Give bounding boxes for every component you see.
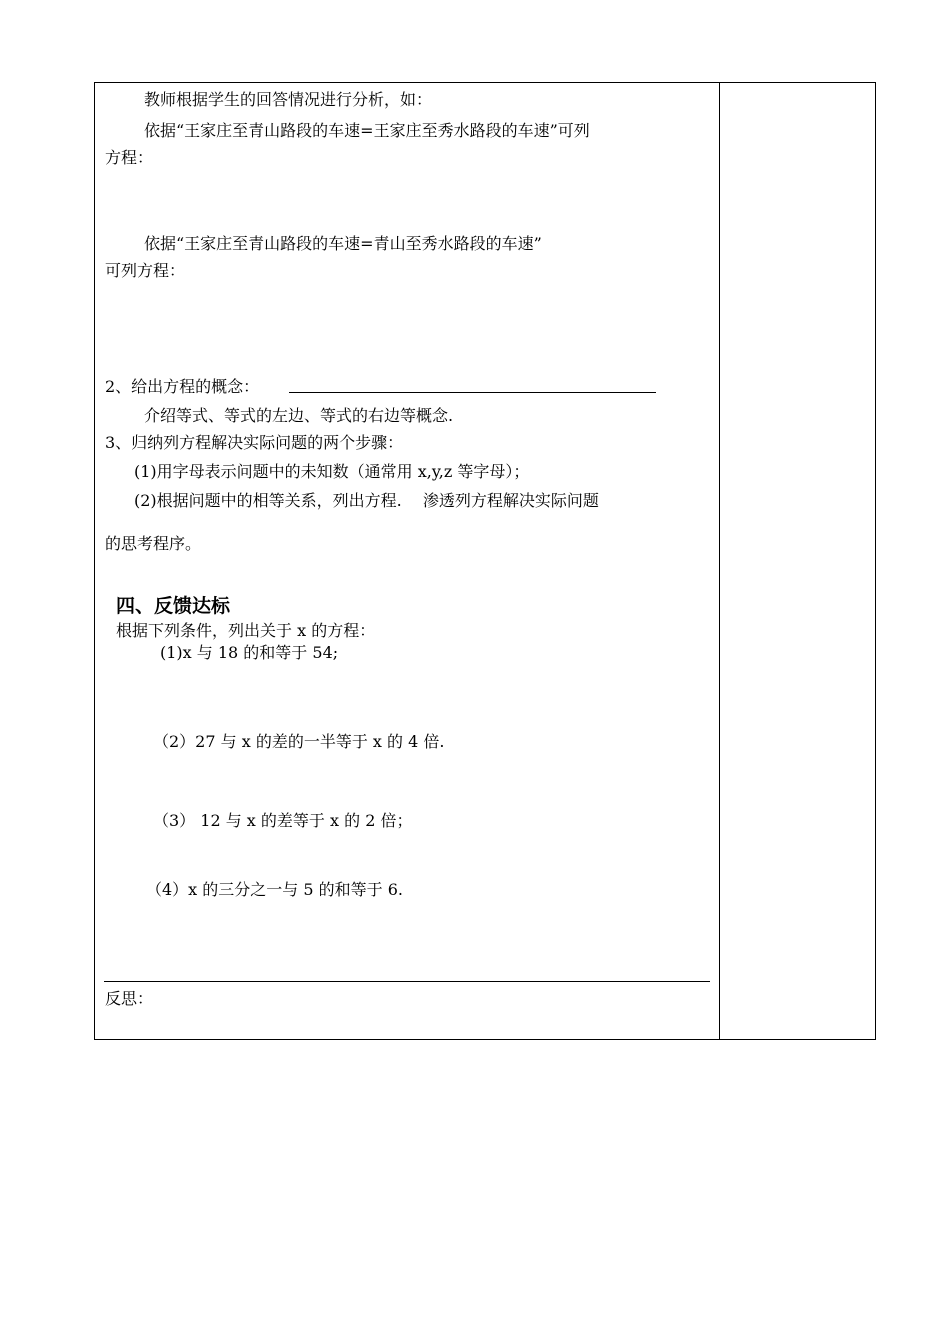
feedback-heading: 四、反馈达标	[116, 595, 231, 617]
fill-in-blank-line	[289, 392, 656, 393]
question-three: （3） 12 与 x 的差等于 x 的 2 倍；	[153, 811, 413, 830]
question-one: (1)x 与 18 的和等于 54;	[160, 643, 339, 662]
question-two: （2）27 与 x 的差的一半等于 x 的 4 倍.	[153, 732, 445, 751]
analysis-paragraph: 教师根据学生的回答情况进行分析，如：	[144, 90, 433, 109]
question-four: （4）x 的三分之一与 5 的和等于 6.	[146, 880, 403, 899]
equation-concept-label: 2、给出方程的概念：	[105, 377, 260, 396]
step-two-line2: 的思考程序。	[105, 534, 202, 553]
basis-one-line2: 方程：	[105, 148, 154, 167]
column-divider	[719, 82, 720, 1040]
step-two-line1: (2)根据问题中的相等关系，列出方程. 渗透列方程解决实际问题	[134, 491, 599, 510]
basis-one-line1: 依据“王家庄至青山路段的车速=王家庄至秀水路段的车速”可列	[144, 121, 590, 140]
steps-label: 3、归纳列方程解决实际问题的两个步骤：	[105, 433, 404, 452]
step-one: (1)用字母表示问题中的未知数（通常用 x,y,z 等字母）；	[134, 462, 530, 481]
basis-two-line1: 依据“王家庄至青山路段的车速=青山至秀水路段的车速”	[144, 234, 542, 253]
feedback-instruction: 根据下列条件，列出关于 x 的方程：	[116, 621, 376, 640]
equation-concept-detail: 介绍等式、等式的左边、等式的右边等概念.	[144, 406, 454, 425]
basis-two-line2: 可列方程：	[105, 261, 186, 280]
reflection-divider	[104, 981, 710, 982]
reflection-label: 反思：	[105, 989, 154, 1008]
